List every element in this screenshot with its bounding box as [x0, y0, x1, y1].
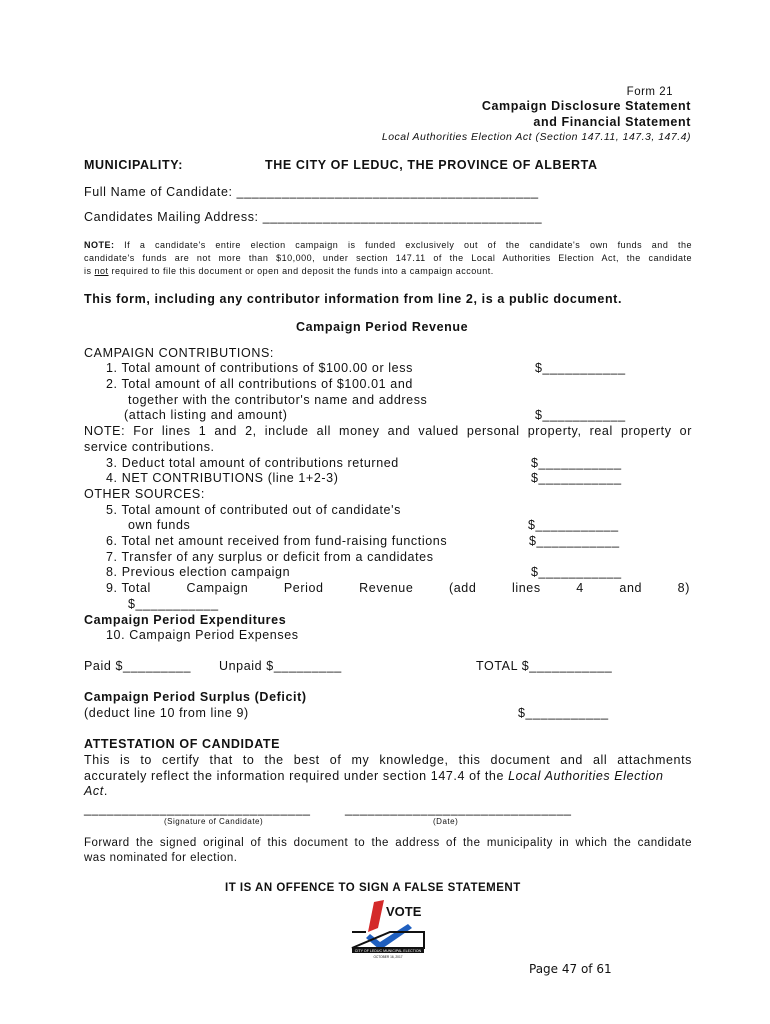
attestation-heading: ATTESTATION OF CANDIDATE — [84, 737, 281, 751]
revenue-heading: Campaign Period Revenue — [296, 320, 469, 334]
line1-label: 1. Total amount of contributions of $100.00 or less — [106, 361, 413, 375]
attestation-line1: This is to certify that to the best of my knowledge, this document and all attachments — [84, 753, 692, 767]
total-field[interactable]: TOTAL $___________ — [476, 659, 613, 673]
logo-caption-line1: CITY OF LEDUC MUNICIPAL ELECTION — [354, 949, 422, 953]
line3-amount-field[interactable]: $___________ — [531, 456, 622, 470]
note-line3: is not required to file this document or open and deposit the funds into a campaign account. — [84, 266, 494, 276]
logo-red-ballot — [368, 900, 384, 932]
line1-amount-field[interactable]: $___________ — [535, 361, 626, 375]
line8-amount-field[interactable]: $___________ — [531, 565, 622, 579]
line4-label: 4. NET CONTRIBUTIONS (line 1+2-3) — [106, 471, 339, 485]
line9-amount-field[interactable]: $___________ — [128, 597, 219, 611]
line5-label-b: own funds — [128, 518, 191, 532]
forward-line2: was nominated for election. — [84, 852, 238, 864]
paid-field[interactable]: Paid $_________ — [84, 659, 192, 673]
line2-label-a: 2. Total amount of all contributions of $100.01 and — [106, 377, 413, 391]
line2-label-c: (attach listing and amount) — [124, 408, 288, 422]
municipality-label: MUNICIPALITY: — [84, 158, 183, 172]
offence-warning: IT IS AN OFFENCE TO SIGN A FALSE STATEMENT — [225, 882, 521, 894]
line4-amount-field[interactable]: $___________ — [531, 471, 622, 485]
form-title-line2: and Financial Statement — [533, 115, 691, 129]
line6-label: 6. Total net amount received from fund-raising functions — [106, 534, 448, 548]
candidate-mailing-address-field[interactable]: Candidates Mailing Address: _____________________________________ — [84, 210, 543, 224]
note-label: NOTE: — [84, 240, 115, 250]
page-number: Page 47 of 61 — [529, 962, 612, 976]
date-caption: (Date) — [433, 817, 459, 826]
municipality-value: THE CITY OF LEDUC, THE PROVINCE OF ALBERTA — [265, 158, 598, 172]
surplus-amount-field[interactable]: $___________ — [518, 706, 609, 720]
candidate-full-name-field[interactable]: Full Name of Candidate: ________________________________________ — [84, 185, 539, 199]
forward-line1: Forward the signed original of this document to the address of the municipality in which the candidate — [84, 837, 692, 849]
surplus-instruction: (deduct line 10 from line 9) — [84, 706, 249, 720]
contributions-label: CAMPAIGN CONTRIBUTIONS: — [84, 346, 274, 360]
note-line2: candidate's funds are not more than $10,000, under section 147.11 of the Local Authorities Election Act, the candidate — [84, 253, 692, 263]
line7-label: 7. Transfer of any surplus or deficit from a candidates — [106, 550, 434, 564]
form-number: Form 21 — [626, 86, 673, 98]
line8-label: 8. Previous election campaign — [106, 565, 291, 579]
logo-caption-line2: OCTOBER 16, 2017 — [373, 955, 403, 959]
signature-line[interactable]: ______________________________ — [84, 802, 311, 816]
attestation-line2: accurately reflect the information required under section 147.4 of the Local Authorities Election — [84, 769, 664, 783]
logo-vote-text: VOTE — [386, 904, 422, 919]
surplus-heading: Campaign Period Surplus (Deficit) — [84, 690, 307, 704]
contributions-note-line2: service contributions. — [84, 440, 215, 454]
line9-label: 9. Total Campaign Period Revenue (add lines 4 and 8) — [106, 581, 690, 595]
line6-amount-field[interactable]: $___________ — [529, 534, 620, 548]
line5-label-a: 5. Total amount of contributed out of candidate's — [106, 503, 401, 517]
line3-label: 3. Deduct total amount of contributions returned — [106, 456, 399, 470]
line10-label: 10. Campaign Period Expenses — [106, 628, 299, 642]
signature-caption: (Signature of Candidate) — [164, 817, 264, 826]
note-line1: NOTE: If a candidate's entire election campaign is funded exclusively out of the candidate's own funds and the — [84, 240, 692, 250]
contributions-note-line1: NOTE: For lines 1 and 2, include all money and valued personal property, real property or — [84, 424, 692, 438]
expenditures-heading: Campaign Period Expenditures — [84, 613, 287, 627]
election-logo — [346, 898, 430, 964]
attestation-line3: Act. — [84, 784, 108, 798]
other-sources-label: OTHER SOURCES: — [84, 487, 205, 501]
public-notice: This form, including any contributor information from line 2, is a public document. — [84, 292, 623, 306]
form-title-line1: Campaign Disclosure Statement — [481, 99, 691, 113]
act-reference: Local Authorities Election Act (Section 147.11, 147.3, 147.4) — [381, 131, 691, 143]
line2-label-b: together with the contributor's name and address — [128, 393, 428, 407]
unpaid-field[interactable]: Unpaid $_________ — [219, 659, 342, 673]
line5-amount-field[interactable]: $___________ — [528, 518, 619, 532]
date-line[interactable]: ______________________________ — [345, 802, 572, 816]
line2-amount-field[interactable]: $___________ — [535, 408, 626, 422]
